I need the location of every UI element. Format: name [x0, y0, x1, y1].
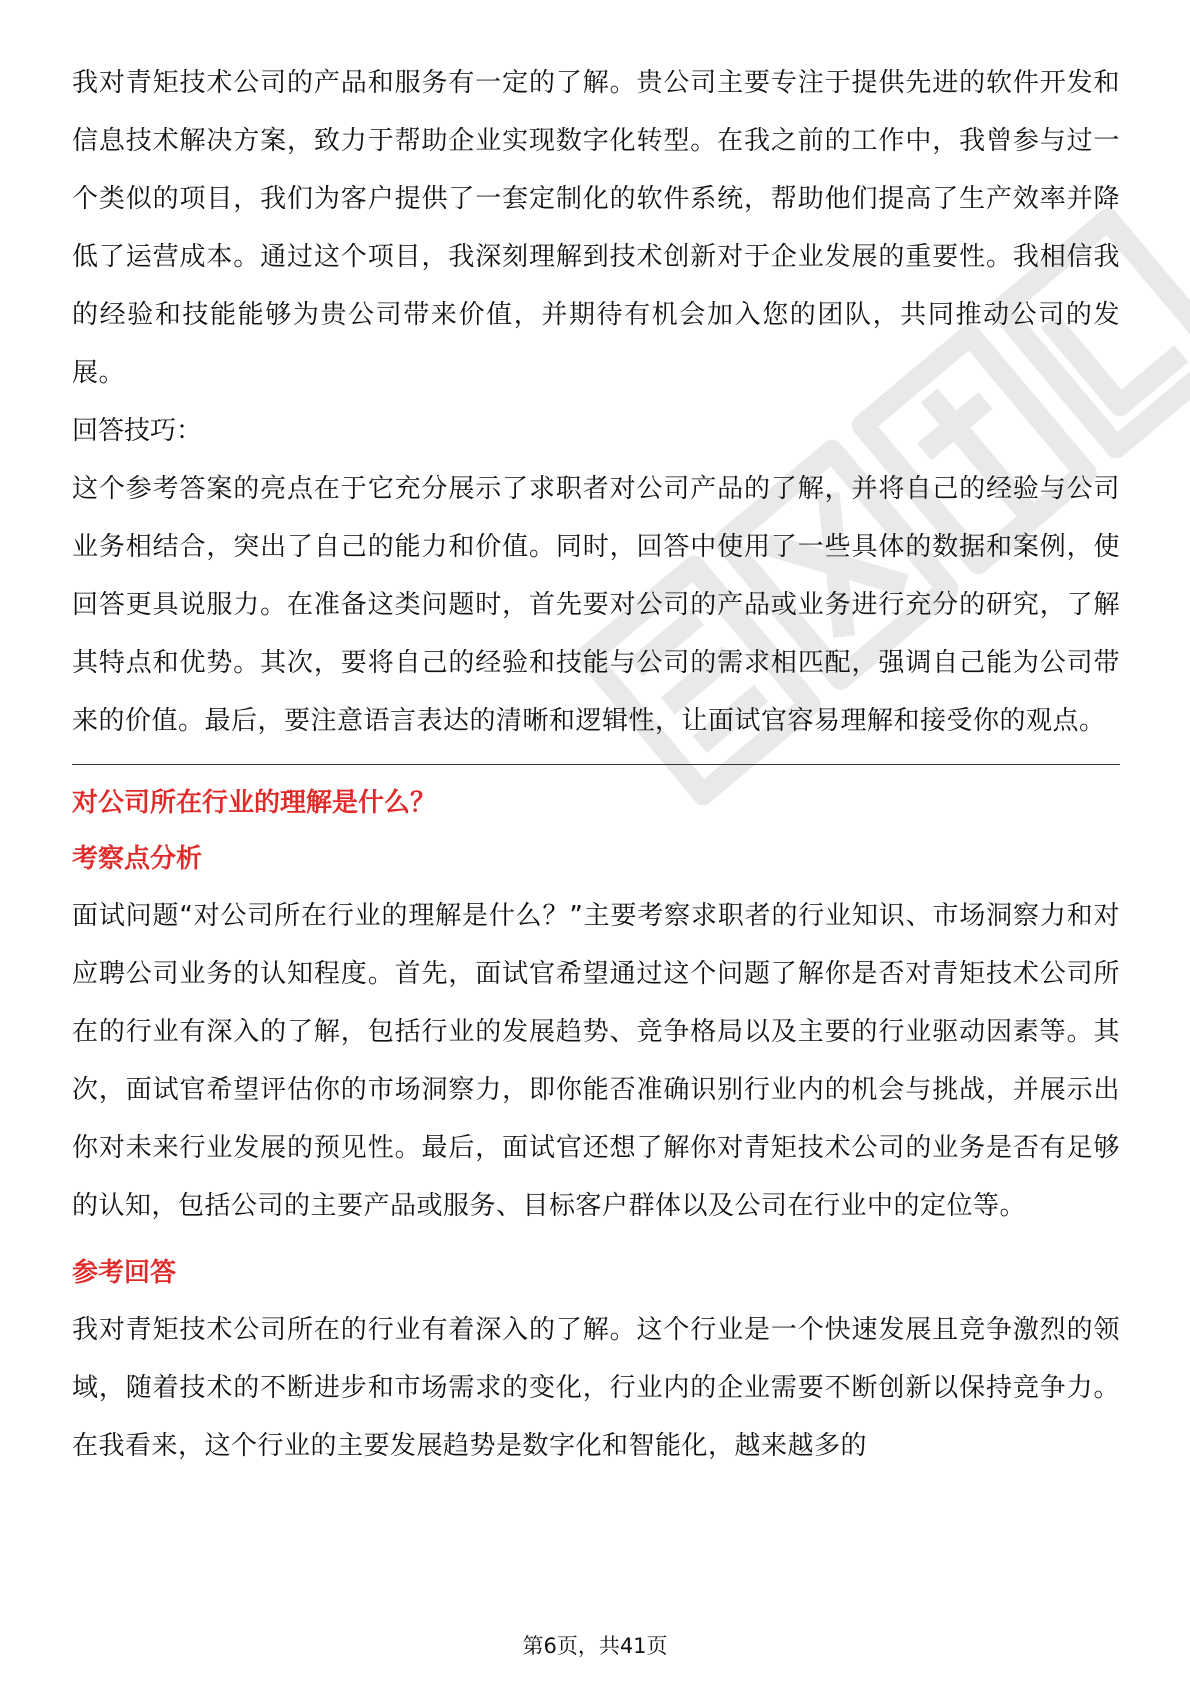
answer-paragraph: 我对青矩技术公司的产品和服务有一定的了解。贵公司主要专注于提供先进的软件开发和信息技术解决方案，致力于帮助企业实现数字化转型。在我之前的工作中，我曾参与过一个类似的项目，我们为客户提供了一套定制化的软件系统，帮助他们提高了生产效率并降低了运营成本。通过这个项目，我深刻理解到技术创新对于企业发展的重要性。我相信我的经验和技能能够为贵公司带来价值，并期待有机会加入您的团队，共同推动公司的发展。: [72, 68, 1120, 388]
analysis-heading: 考察点分析: [72, 844, 203, 874]
tips-paragraph: 这个参考答案的亮点在于它充分展示了求职者对公司产品的了解，并将自己的经验与公司业务相结合，突出了自己的能力和价值。同时，回答中使用了一些具体的数据和案例，使回答更具说服力。在准备这类问题时，首先要对公司的产品或业务进行充分的研究，了解其特点和优势。其次，要将自己的经验和技能与公司的需求相匹配，强调自己能为公司带来的价值。最后，要注意语言表达的清晰和逻辑性，让面试官容易理解和接受你的观点。: [72, 474, 1120, 736]
tips-label: 回答技巧：: [72, 416, 203, 446]
reference-answer-paragraph: 我对青矩技术公司所在的行业有着深入的了解。这个行业是一个快速发展且竞争激烈的领域，随着技术的不断进步和市场需求的变化，行业内的企业需要不断创新以保持竞争力。在我看来，这个行业的主要发展趋势是数字化和智能化，越来越多的: [72, 1315, 1120, 1461]
document-page: [72, 54, 1120, 1475]
page-number: 第6页，共41页: [522, 1634, 668, 1658]
question-title: 对公司所在行业的理解是什么？: [72, 788, 437, 818]
analysis-paragraph: 面试问题“对公司所在行业的理解是什么？”主要考察求职者的行业知识、市场洞察力和对应聘公司业务的认知程度。首先，面试官希望通过这个问题了解你是否对青矩技术公司所在的行业有深入的了解，包括行业的发展趋势、竞争格局以及主要的行业驱动因素等。其次，面试官希望评估你的市场洞察力，即你能否准确识别行业内的机会与挑战，并展示出你对未来行业发展的预见性。最后，面试官还想了解你对青矩技术公司的业务是否有足够的认知，包括公司的主要产品或服务、目标客户群体以及公司在行业中的定位等。: [72, 901, 1120, 1221]
reference-answer-heading: 参考回答: [72, 1258, 177, 1288]
section-divider: [72, 764, 1120, 765]
